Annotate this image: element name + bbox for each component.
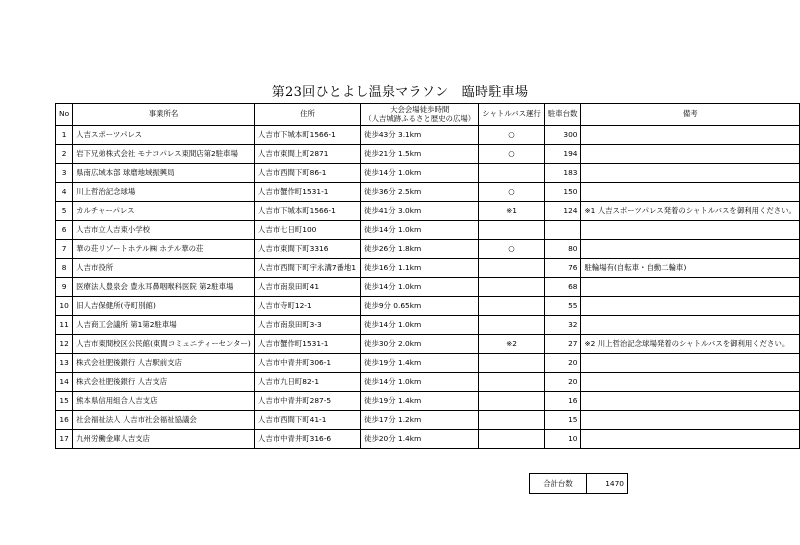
cell-walk-time: 徒歩17分 1.2km [361, 411, 479, 430]
cell-parking-count: 32 [544, 316, 581, 335]
cell-shuttle: ○ [479, 240, 544, 259]
cell-walk-time: 徒歩14分 1.0km [361, 316, 479, 335]
cell-address: 人吉市蟹作町1531-1 [254, 335, 360, 354]
cell-note [581, 297, 800, 316]
cell-business-name: 社会福祉法人 人吉市社会福祉協議会 [73, 411, 255, 430]
cell-note [581, 126, 800, 145]
cell-parking-count: 15 [544, 411, 581, 430]
cell-parking-count: 80 [544, 240, 581, 259]
cell-note [581, 278, 800, 297]
cell-note: ※2 川上哲治記念球場発着のシャトルバスを御利用ください。 [581, 335, 800, 354]
cell-walk-time: 徒歩36分 2.5km [361, 183, 479, 202]
cell-shuttle [479, 354, 544, 373]
cell-address: 人吉市九日町82-1 [254, 373, 360, 392]
header-walk-line2: （人吉城跡ふるさと歴史の広場） [364, 113, 476, 123]
table-row [56, 297, 800, 316]
cell-note: ※1 人吉スポーツパレス発着のシャトルバスを御利用ください。 [581, 202, 800, 221]
cell-shuttle: ○ [479, 145, 544, 164]
cell-walk-time: 徒歩14分 1.0km [361, 164, 479, 183]
header-row [56, 104, 800, 126]
total-row [530, 474, 628, 494]
cell-business-name: 人吉商工会議所 第1第2駐車場 [73, 316, 255, 335]
cell-shuttle [479, 278, 544, 297]
cell-shuttle [479, 373, 544, 392]
header-walk-line1: 大会会場徒歩時間 [390, 104, 450, 114]
parking-table [55, 103, 800, 449]
cell-shuttle [479, 164, 544, 183]
cell-address: 人吉市寺町12-1 [254, 297, 360, 316]
cell-parking-count: 150 [544, 183, 581, 202]
table-row [56, 373, 800, 392]
cell-no: 7 [56, 240, 73, 259]
cell-note [581, 240, 800, 259]
table-row [56, 335, 800, 354]
cell-note [581, 373, 800, 392]
cell-parking-count: 183 [544, 164, 581, 183]
cell-no: 13 [56, 354, 73, 373]
cell-walk-time: 徒歩30分 2.0km [361, 335, 479, 354]
cell-address: 人吉市下城本町1566-1 [254, 202, 360, 221]
cell-business-name: 県南広域本部 球磨地域振興局 [73, 164, 255, 183]
cell-walk-time: 徒歩19分 1.4km [361, 354, 479, 373]
cell-address: 人吉市南泉田町3-3 [254, 316, 360, 335]
cell-no: 5 [56, 202, 73, 221]
table-row [56, 354, 800, 373]
cell-no: 16 [56, 411, 73, 430]
cell-business-name: 岩下兄弟株式会社 モナコパレス東間店第2駐車場 [73, 145, 255, 164]
cell-address: 人吉市西間下町86-1 [254, 164, 360, 183]
cell-business-name: カルチャーパレス [73, 202, 255, 221]
cell-shuttle [479, 316, 544, 335]
cell-walk-time: 徒歩9分 0.65km [361, 297, 479, 316]
cell-shuttle: ○ [479, 126, 544, 145]
cell-parking-count: 27 [544, 335, 581, 354]
cell-walk-time: 徒歩21分 1.5km [361, 145, 479, 164]
table-row [56, 411, 800, 430]
cell-parking-count: 194 [544, 145, 581, 164]
cell-no: 2 [56, 145, 73, 164]
cell-shuttle [479, 392, 544, 411]
cell-no: 4 [56, 183, 73, 202]
cell-walk-time: 徒歩43分 3.1km [361, 126, 479, 145]
cell-no: 6 [56, 221, 73, 240]
cell-walk-time: 徒歩26分 1.8km [361, 240, 479, 259]
cell-no: 9 [56, 278, 73, 297]
table-row [56, 145, 800, 164]
cell-shuttle: ※1 [479, 202, 544, 221]
cell-address: 人吉市西間下町41-1 [254, 411, 360, 430]
cell-parking-count: 20 [544, 354, 581, 373]
cell-business-name: 九州労働金庫人吉支店 [73, 430, 255, 449]
cell-parking-count: 10 [544, 430, 581, 449]
cell-walk-time: 徒歩19分 1.4km [361, 392, 479, 411]
cell-address: 人吉市中青井町287-5 [254, 392, 360, 411]
cell-note [581, 392, 800, 411]
total-label: 合計台数 [530, 474, 587, 494]
cell-business-name: 人吉市東間校区公民館(東間コミュニティーセンター) [73, 335, 255, 354]
cell-business-name: 人吉市立人吉東小学校 [73, 221, 255, 240]
cell-shuttle [479, 430, 544, 449]
cell-address: 人吉市下城本町1566-1 [254, 126, 360, 145]
cell-no: 14 [56, 373, 73, 392]
cell-note [581, 183, 800, 202]
table-row [56, 202, 800, 221]
header-walk [361, 104, 479, 126]
cell-walk-time: 徒歩14分 1.0km [361, 373, 479, 392]
cell-address: 人吉市東間下町3316 [254, 240, 360, 259]
cell-note [581, 145, 800, 164]
table-row [56, 278, 800, 297]
cell-shuttle: ○ [479, 183, 544, 202]
cell-walk-time: 徒歩14分 1.0km [361, 221, 479, 240]
cell-business-name: 川上哲治記念球場 [73, 183, 255, 202]
cell-note [581, 430, 800, 449]
cell-note [581, 164, 800, 183]
cell-note [581, 411, 800, 430]
cell-address: 人吉市中青井町306-1 [254, 354, 360, 373]
cell-address: 人吉市中青井町316-6 [254, 430, 360, 449]
table-row [56, 259, 800, 278]
cell-business-name: 株式会社肥後銀行 人吉支店 [73, 373, 255, 392]
cell-address: 人吉市七日町100 [254, 221, 360, 240]
cell-no: 1 [56, 126, 73, 145]
header-name: 事業所名 [73, 104, 255, 126]
cell-parking-count [544, 221, 581, 240]
cell-note [581, 221, 800, 240]
header-shuttle: シャトルバス運行 [479, 104, 544, 126]
cell-note: 駐輪場有(自転車・自動二輪車) [581, 259, 800, 278]
cell-walk-time: 徒歩41分 3.0km [361, 202, 479, 221]
table-row [56, 430, 800, 449]
cell-shuttle [479, 411, 544, 430]
header-count: 駐車台数 [544, 104, 581, 126]
cell-note [581, 354, 800, 373]
table-row [56, 392, 800, 411]
cell-no: 11 [56, 316, 73, 335]
cell-shuttle [479, 221, 544, 240]
cell-shuttle: ※2 [479, 335, 544, 354]
cell-business-name: 華の荘リゾートホテル㈱ ホテル華の荘 [73, 240, 255, 259]
cell-business-name: 医療法人豊泉会 豊永耳鼻咽喉科医院 第2駐車場 [73, 278, 255, 297]
cell-shuttle [479, 259, 544, 278]
table-row [56, 164, 800, 183]
cell-note [581, 316, 800, 335]
total-table [529, 473, 628, 494]
cell-address: 人吉市南泉田町41 [254, 278, 360, 297]
header-no: No [56, 104, 73, 126]
table-row [56, 221, 800, 240]
cell-no: 10 [56, 297, 73, 316]
cell-walk-time: 徒歩20分 1.4km [361, 430, 479, 449]
cell-business-name: 人吉市役所 [73, 259, 255, 278]
cell-parking-count: 20 [544, 373, 581, 392]
header-note: 備考 [581, 104, 800, 126]
cell-parking-count: 68 [544, 278, 581, 297]
cell-parking-count: 124 [544, 202, 581, 221]
document-title: 第23回ひとよし温泉マラソン 臨時駐車場 [271, 85, 529, 100]
cell-no: 12 [56, 335, 73, 354]
cell-business-name: 人吉スポーツパレス [73, 126, 255, 145]
table-row [56, 316, 800, 335]
cell-parking-count: 300 [544, 126, 581, 145]
cell-no: 15 [56, 392, 73, 411]
cell-address: 人吉市西間下町宇永溝7番地1 [254, 259, 360, 278]
cell-walk-time: 徒歩16分 1.1km [361, 259, 479, 278]
header-address: 住所 [254, 104, 360, 126]
cell-no: 3 [56, 164, 73, 183]
cell-no: 8 [56, 259, 73, 278]
table-row [56, 240, 800, 259]
table-row [56, 183, 800, 202]
cell-walk-time: 徒歩14分 1.0km [361, 278, 479, 297]
cell-no: 17 [56, 430, 73, 449]
cell-business-name: 旧人吉保健所(寺町別館) [73, 297, 255, 316]
table-body [56, 126, 800, 449]
table-row [56, 126, 800, 145]
total-value: 1470 [587, 474, 628, 494]
cell-parking-count: 76 [544, 259, 581, 278]
cell-business-name: 熊本県信用組合人吉支店 [73, 392, 255, 411]
cell-parking-count: 16 [544, 392, 581, 411]
cell-address: 人吉市蟹作町1531-1 [254, 183, 360, 202]
cell-business-name: 株式会社肥後銀行 人吉駅前支店 [73, 354, 255, 373]
cell-address: 人吉市東間上町2871 [254, 145, 360, 164]
cell-shuttle [479, 297, 544, 316]
cell-parking-count: 55 [544, 297, 581, 316]
